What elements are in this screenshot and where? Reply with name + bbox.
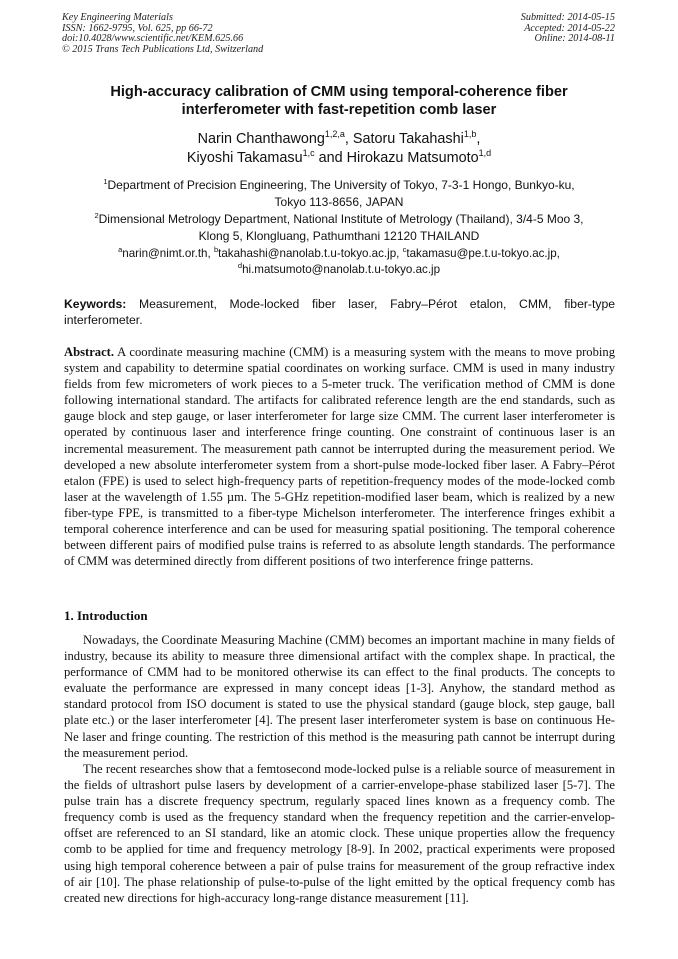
paper-title: [50, 83, 628, 119]
author-line-1: [40, 130, 638, 149]
journal-name: Key Engineering Materials: [62, 12, 173, 23]
affiliation-line: [70, 177, 608, 194]
affiliation-number: 2: [94, 211, 99, 220]
author-separator: ,: [344, 131, 353, 147]
email-mark: c: [402, 245, 407, 255]
author-name: Kiyoshi Takamasu: [186, 150, 303, 166]
author-affiliation-mark: 1,d: [478, 148, 492, 159]
author-name: Hirokazu Matsumoto: [346, 150, 479, 166]
section-heading-introduction: 1. Introduction: [64, 608, 148, 623]
journal-doi: doi:10.4028/www.scientific.net/KEM.625.66: [62, 33, 244, 45]
affiliation-number: 1: [103, 177, 108, 186]
author-affiliation-mark: 1,b: [463, 129, 477, 140]
affiliation-1: [70, 177, 608, 211]
author-line-2: [40, 149, 638, 168]
affiliation-2: [70, 211, 608, 245]
email-link[interactable]: takamasu@pe.t.u-tokyo.ac.jp,: [406, 247, 560, 260]
publication-dates: [521, 13, 615, 45]
keywords-text: Measurement, Mode-locked fiber laser, Fabry–Pérot etalon, CMM, fiber-type interferometer.: [64, 297, 615, 327]
introduction-paragraph-1: [64, 632, 615, 761]
journal-issn: ISSN: 1662-9795, Vol. 625, pp 66-72: [62, 22, 213, 34]
email-link[interactable]: narin@nimt.or.th,: [122, 247, 214, 260]
date-submitted: Submitted: 2014-05-15: [520, 12, 615, 23]
email-link[interactable]: takahashi@nanolab.t.u-tokyo.ac.jp,: [218, 247, 403, 260]
author-and: and: [314, 150, 347, 166]
journal-header: [62, 13, 263, 56]
email-line-1: [70, 246, 608, 262]
author-separator: ,: [476, 131, 481, 147]
author-name: Satoru Takahashi: [352, 131, 464, 147]
keywords-label: Keywords:: [64, 297, 127, 311]
abstract-section: [64, 344, 615, 569]
keywords-section: [64, 296, 615, 328]
author-name: Narin Chanthawong: [197, 131, 325, 147]
email-mark: d: [237, 261, 243, 271]
author-list: [40, 130, 638, 168]
title-line-2: interferometer with fast-repetition comb laser: [181, 102, 497, 118]
affiliation-text: Dimensional Metrology Department, National Institute of Metrology (Thailand), 3/4-5 Moo 3,: [98, 212, 584, 226]
author-affiliation-mark: 1,2,a: [324, 129, 345, 140]
email-link[interactable]: hi.matsumoto@nanolab.t.u-tokyo.ac.jp: [242, 263, 441, 276]
introduction-paragraph-2: [64, 761, 615, 906]
affiliation-text: Department of Precision Engineering, The University of Tokyo, 7-3-1 Hongo, Bunkyo-ku,: [107, 178, 575, 192]
abstract-text: A coordinate measuring machine (CMM) is a measuring system with the means to move probing system and capability to determine spatial coordinates on working surface. CMM is used in many industry fields from few micrometers of work pieces to a 5-meter truck. The verification method of CMM is done following international standard. The artifacts for calibrated reference length are the end standards, such as gauge block and step gauge, or laser interferometer for large size CMM. The current laser interferometer is operated by continuous laser and interference fringe counting. One constraint of continuous laser is an incremental measurement. The measurement path cannot be interrupted during the measurement period. We developed a new absolute interferometer system from a short-pulse mode-locked fiber laser. A Fabry–Pérot etalon (FPE) is used to select high-frequency parts of repetition-frequency modes of the mode-locked comb laser at the wavelength of 1.55 µm. The 5-GHz repetition-modified laser beam, which is realized by a new fiber-type FPE, is transmitted to a fiber-type Michelson interferometer. The interference fringes exhibit a temporal coherence interference and can be used for measuring spatial positioning. The temporal coherence between different pairs of modified pulse trains is referred to as absolute length standards. The performance of CMM was determined directly from different positions of two interference fringe patterns.: [64, 345, 615, 569]
affiliation-line: Klong 5, Klongluang, Pathumthani 12120 THAILAND: [198, 229, 480, 243]
journal-copyright: © 2015 Trans Tech Publications Ltd, Switzerland: [62, 44, 264, 56]
affiliation-line: Tokyo 113-8656, JAPAN: [274, 195, 404, 209]
author-emails: [70, 246, 608, 278]
email-mark: b: [213, 245, 219, 255]
email-line-2: [70, 262, 608, 278]
paragraph-text: Nowadays, the Coordinate Measuring Machine (CMM) becomes an important machine in many fields of industry, because its ability to measure three dimensional artifact with the complex shape. In practical, the performance of CMM had to be monitored otherwise its can effect to the final products. The concepts to evaluate the performance are expressed in many concept ideas [1-3]. Anyhow, the standard method as standard protocol from ISO document is stated to use the physical standard (gauge block, step gauge, ball plate etc.) or the laser interferometer [4]. The present laser interferometer system is base on continuous He-Ne laser and fringe counting. The restriction of this method is the measuring path cannot be interrupt during the measurement period.: [64, 633, 615, 760]
affiliation-line: [70, 211, 608, 228]
date-accepted: Accepted: 2014-05-22: [524, 22, 615, 34]
email-mark: a: [118, 245, 123, 255]
title-line-1: High-accuracy calibration of CMM using temporal-coherence fiber: [110, 84, 568, 100]
abstract-label: Abstract.: [64, 345, 115, 359]
author-affiliation-mark: 1,c: [302, 148, 315, 159]
date-online: Online: 2014-08-11: [534, 33, 615, 45]
paragraph-text: The recent researches show that a femtosecond mode-locked pulse is a reliable source of measurement in the fields of ultrashort pulse lasers by development of a carrier-envelope-phase stabilized laser [5-7]. The pulse train has a discrete frequency spectrum, regularly spaced lines known as a frequency comb. The frequency comb is used as the frequency standard when the frequency repetition and the carrier-envelop-offset are referenced to an SI standard, like an atomic clock. These unique properties allow the frequency comb to be applied for time and frequency metrology [8-9]. In 2002, practical experiments were proposed using high temporal coherence between a pair of pulse trains for measurement of the group refractive index of air [10]. The phase relationship of pulse-to-pulse of the light emitted by the optical frequency comb has created new directions for high-accuracy long-range distance measurement [11].: [64, 762, 615, 905]
